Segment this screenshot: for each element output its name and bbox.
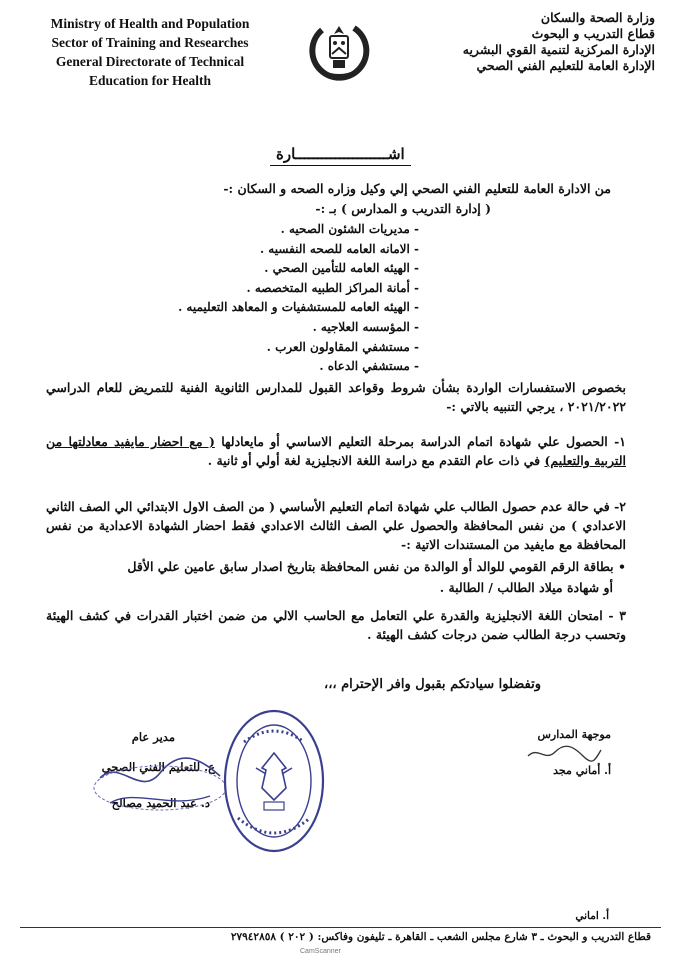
list-item: - مديريات الشئون الصحيه . (280, 222, 419, 236)
official-seal-icon (222, 708, 326, 854)
directorate-name-en-1: General Directorate of Technical (55, 54, 245, 69)
condition-item-1 (46, 432, 626, 470)
intro-paragraph: بخصوص الاستفسارات الواردة بشأن شروط وقواعد القبول للمدارس الثانوية الفنية للتمريض للعام الدراسي ٢٠٢١/٢٠٢٢ ، يرجي التنبيه بالاتي :- (46, 380, 626, 414)
list-item: - المؤسسه العلاجيه . (312, 319, 419, 334)
directorate-name-en-2: Education for Health (88, 73, 211, 88)
signatory-title: مدير عام (131, 730, 175, 744)
condition-2-bullet-cont: أو شهادة ميلاد الطالب / الطالبة . (439, 580, 613, 595)
footer-initial: أ. اماني (575, 910, 609, 922)
supervisor-signature-block (511, 728, 611, 788)
list-item: - الامانه العامه للصحه النفسيه . (259, 241, 419, 256)
central-admin-name-ar: الإدارة المركزية لتنمية القوي البشريه (462, 42, 655, 57)
department-line: ( إدارة التدريب و المدارس ) بـ :- (315, 201, 491, 216)
signatory-name: د. عبد الحميد مصالح (111, 796, 210, 810)
arabic-letterhead (385, 10, 655, 74)
scanner-watermark: CamScanner (300, 948, 341, 955)
list-item: - أمانة المراكز الطبيه المتخصصه . (246, 280, 419, 295)
condition-1-underlined: ( مع احضار مايفيد معادلتها من التربية والتعليم) (46, 434, 626, 468)
supervisor-title: موجهة المدارس (537, 728, 611, 741)
ministry-name-en: Ministry of Health and Population (50, 16, 250, 31)
sector-name-en: Sector of Training and Researches (51, 35, 249, 50)
from-line: من الادارة العامة للتعليم الفني الصحي إلي وكيل وزاره الصحه و السكان :- (223, 181, 611, 196)
list-item: - مستشفي المقاولون العرب . (266, 339, 419, 354)
supervisor-scribble-icon (523, 742, 603, 764)
footer-divider (20, 927, 661, 928)
document-title-wrap (270, 144, 410, 166)
signatory-org: ع. للتعليم الفني الصحي (101, 760, 215, 774)
list-item: - الهيئه العامه للتأمين الصحي . (264, 261, 419, 276)
condition-2-bullet: • بطاقة الرقم القومي للوالد أو الوالدة من نفس المحافظة بتاريخ اصدار سابق عامين علي الأقل (127, 559, 626, 574)
recipients-list (79, 220, 419, 377)
condition-1-text-cont: في ذات عام التقدم مع دراسة اللغة الانجليزية لغة أولي أو ثانية . (207, 453, 541, 468)
ministry-name-ar: وزارة الصحة والسكان (540, 10, 655, 25)
closing-salutation: وتفضلوا سيادتكم بقبول وافر الإحترام ،،، (324, 677, 541, 692)
condition-1-text: ١- الحصول علي شهادة اتمام الدراسة بمرحلة التعليم الاساسي أو مايعادلها (221, 434, 626, 449)
ministry-logo-icon (308, 18, 370, 84)
condition-item-2: ٢- في حالة عدم حصول الطالب علي شهادة اتمام التعليم الأساسي ( من الصف الاول الابتدائي الي الصف الثاني الاعدادي ) من نفس المحافظة والحصول علي الصف الثالث الاعدادي فقط احضار الشهادة الاعدادية من نفس المحافظة مع مايفيد من المستندات الاتية :- (46, 499, 626, 552)
condition-item-3: ٣ - امتحان اللغة الانجليزية والقدرة علي التعامل مع الحاسب الالي من ضمن اختبار القدرات في كشف الهيئة وتحسب درجة الطالب ضمن درجات كشف الهيئة . (46, 608, 626, 642)
signature-scribble-icon (80, 748, 230, 818)
footer-address: قطاع التدريب و البحوث ـ ٣ شارع مجلس الشعب ـ القاهرة ـ تليفون وفاكس: ( ٢٠٢ ) ٢٧٩٤٢٨٥٨ (230, 931, 651, 943)
document-title: اشـــــــــــــــــــــارة (270, 145, 411, 166)
list-item: - الهيئه العامه للمستشفيات و المعاهد التعليميه . (178, 300, 419, 315)
sector-name-ar: قطاع التدريب و البحوث (531, 26, 655, 41)
director-signature-block (80, 730, 230, 820)
directorate-name-ar: الإدارة العامة للتعليم الفني الصحي (476, 58, 655, 73)
list-item: - مستشفي الدعاه . (319, 359, 419, 374)
english-letterhead (30, 14, 270, 90)
supervisor-name: أ. أماني مجد (553, 764, 611, 777)
